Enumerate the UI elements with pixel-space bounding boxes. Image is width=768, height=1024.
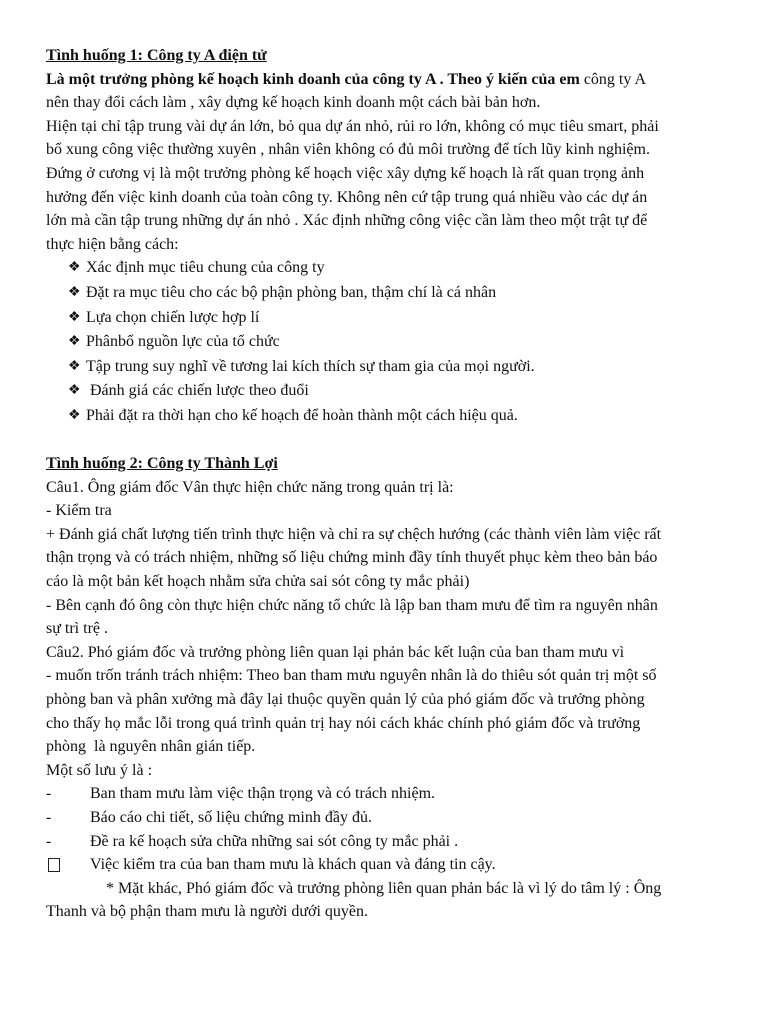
section1-bullet-list — [46, 256, 724, 428]
section1-line: lớn mà cần tập trung những dự án nhỏ . Xác định những công việc cần làm theo một trật tự để — [46, 212, 648, 230]
dash-marker: - — [46, 785, 52, 803]
list-item-text: Phải đặt ra thời hạn cho kế hoạch để hoàn thành một cách hiệu quả. — [86, 406, 518, 424]
section1-intro-rest: công ty A — [579, 70, 647, 88]
diamond-bullet-icon: ❖ — [68, 284, 81, 300]
dash-marker: - — [46, 832, 52, 850]
list-item — [46, 806, 724, 830]
dash-marker: - — [46, 809, 52, 826]
list-item — [46, 853, 724, 877]
closing-note-continued: Thanh và bộ phận tham mưu là người dưới quyền. — [46, 903, 368, 921]
list-item — [46, 355, 724, 380]
section1-intro — [46, 68, 724, 92]
section2-line: + Đánh giá chất lượng tiến trình thực hiện và chỉ ra sự chệch hướng (các thành viên làm việc rất — [46, 525, 662, 543]
section2-line: Câu2. Phó giám đốc và trưởng phòng liên quan lại phản bác kết luận của ban tham mưu vì — [46, 643, 625, 661]
list-item — [46, 281, 724, 306]
section2-line: Câu1. Ông giám đốc Vân thực hiện chức năng trong quản trị là: — [46, 478, 454, 496]
list-item — [46, 330, 724, 355]
section2-line: thận trọng và có trách nhiệm, những số liệu chứng minh đầy tính thuyết phục kèm theo bản báo — [46, 549, 658, 567]
diamond-bullet-icon: ❖ — [68, 407, 81, 423]
list-item-text: Việc kiểm tra của ban tham mưu là khách quan và đáng tin cậy. — [90, 856, 496, 874]
list-item-text: Đánh giá các chiến lược theo đuổi — [86, 382, 309, 400]
section2-line: - Bên cạnh đó ông còn thực hiện chức năng tổ chức là lập ban tham mưu để tìm ra nguyên nhân — [46, 596, 658, 614]
section1-line: hưởng đến việc kinh doanh của toàn công ty. Không nên cứ tập trung quá nhiều vào các dự án — [46, 188, 648, 206]
section-spacer — [46, 429, 724, 453]
section1-line: thực hiện bằng cách: — [46, 235, 179, 253]
list-item — [46, 256, 724, 281]
list-item — [46, 379, 724, 404]
section1-line: bổ xung công việc thường xuyên , nhân viên không có đủ môi trường để tích lũy kinh nghiệm. — [46, 141, 650, 159]
checkbox-square-icon — [48, 858, 60, 872]
section1-heading: Tình huống 1: Công ty A điện tử — [46, 47, 267, 64]
section1-line: Hiện tại chỉ tập trung vài dự án lớn, bỏ qua dự án nhỏ, rủi ro lớn, không có mục tiêu smart, phải — [46, 117, 659, 135]
section2-line: - Kiểm tra — [46, 502, 112, 520]
section1-intro-bold: Là một trưởng phòng kế hoạch kinh doanh của công ty A . Theo ý kiến của em — [46, 70, 580, 88]
closing-note: * Mặt khác, Phó giám đốc và trưởng phòng liên quan phản bác là vì lý do tâm lý : Ông — [106, 879, 662, 897]
list-item — [46, 782, 724, 806]
diamond-bullet-icon: ❖ — [68, 383, 81, 399]
document-page — [46, 44, 724, 924]
list-item-text: Tập trung suy nghĩ về tương lai kích thích sự tham gia của mọi người. — [86, 357, 535, 375]
diamond-bullet-icon: ❖ — [68, 260, 81, 276]
section1-line: nên thay đổi cách làm , xây dựng kế hoạch kinh doanh một cách bài bản hơn. — [46, 94, 541, 112]
diamond-bullet-icon: ❖ — [68, 309, 81, 325]
list-item — [46, 830, 724, 854]
list-item — [46, 404, 724, 429]
section2-line: Một số lưu ý là : — [46, 761, 153, 779]
list-item-text: Đề ra kế hoạch sửa chữa những sai sót công ty mắc phải . — [90, 832, 459, 850]
section2-line: phòng ban và phân xưởng mà đây lại thuộc quyền quản lý của phó giám đốc và trưởng phòng — [46, 691, 645, 709]
list-item-text: Ban tham mưu làm việc thận trọng và có trách nhiệm. — [90, 785, 436, 803]
list-item-text: Xác định mục tiêu chung của công ty — [86, 259, 325, 277]
diamond-bullet-icon: ❖ — [68, 334, 81, 350]
section2-line: - muốn trốn tránh trách nhiệm: Theo ban tham mưu nguyên nhân là do thiêu sót quản trị một số — [46, 667, 657, 685]
list-item-text: Lựa chọn chiến lược hợp lí — [86, 308, 260, 326]
list-item-text: Báo cáo chi tiết, số liệu chứng minh đầy đủ. — [90, 809, 372, 826]
list-item — [46, 306, 724, 331]
section2-line: cáo là một bản kết hoạch nhằm sửa chửa sai sót công ty mắc phải) — [46, 573, 470, 591]
section2-line: cho thấy họ mắc lỗi trong quá trình quản trị hay nói cách khác chính phó giám đốc và trưởng — [46, 714, 641, 732]
section2-line: sự trì trệ . — [46, 620, 108, 638]
list-item-text: Phânbổ nguồn lực của tổ chức — [86, 333, 280, 351]
section2-heading: Tình huống 2: Công ty Thành Lợi — [46, 455, 278, 473]
list-item-text: Đặt ra mục tiêu cho các bộ phận phòng ban, thậm chí là cá nhân — [86, 283, 497, 301]
diamond-bullet-icon: ❖ — [68, 358, 81, 374]
section2-line: phòng là nguyên nhân gián tiếp. — [46, 738, 256, 756]
section1-line: Đứng ở cương vị là một trưởng phòng kế hoạch việc xây dựng kế hoạch là rất quan trọng ảnh — [46, 164, 645, 182]
